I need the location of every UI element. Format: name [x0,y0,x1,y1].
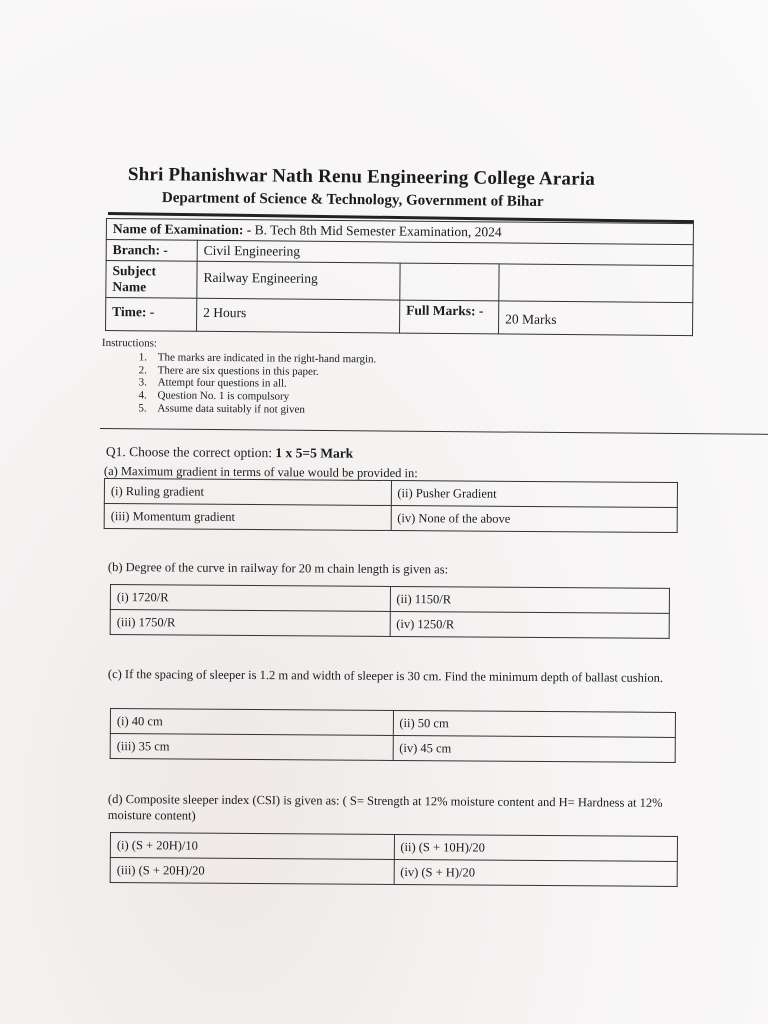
option: (iii) 35 cm [110,734,393,761]
department-name: Department of Science & Technology, Government of Bihar [161,190,544,210]
instructions [101,337,522,418]
exam-info-table [105,218,694,336]
option: (i) 40 cm [110,709,393,736]
question-b-options [110,584,670,639]
section-divider [100,428,768,435]
option: (ii) Pusher Gradient [391,481,678,508]
option: (iv) 1250/R [390,611,670,638]
subject-value: Railway Engineering [197,261,400,300]
option: (iii) Momentum gradient [104,504,391,531]
option: (ii) (S + 10H)/20 [394,834,678,861]
question-c-text: (c) If the spacing of sleeper is 1.2 m and width of sleeper is 30 cm. Find the minimum depth of ballast cushion. [107,667,664,685]
option: (ii) 1150/R [390,586,670,613]
question-d-text: (d) Composite sleeper index (CSI) is given as: ( S= Strength at 12% moisture content and H= Hardness at 12% moisture content) [107,792,663,823]
instructions-list [101,351,522,419]
branch-label: Branch: - [106,240,197,262]
question-d-options [110,832,678,887]
option: (i) (S + 20H)/10 [110,833,394,860]
college-name: Shri Phanishwar Nath Renu Engineering College Araria [127,164,596,190]
full-marks-label: Full Marks: - [400,300,499,334]
q1-prompt: Q1. Choose the correct option: [105,444,273,461]
instruction-item: 5. Assume data suitably if not given [149,402,521,418]
instruction-item: 4. Question No. 1 is compulsory [149,390,521,406]
question-c-options [110,708,676,763]
full-marks-value: 20 Marks [499,301,693,336]
time-label: Time: - [106,298,197,332]
option: (iii) (S + 20H)/20 [110,858,394,885]
instruction-item: 2. There are six questions in this paper. [150,364,522,380]
exam-value: B. Tech 8th Mid Semester Examination, 2024 [254,222,502,240]
instruction-item: 3. Attempt four questions in all. [150,377,522,393]
exam-label: Name of Examination: - [112,221,252,238]
instructions-heading: Instructions: [101,337,157,350]
question-b-text: (b) Degree of the curve in railway for 20 m chain length is given as: [107,560,449,577]
question-a-text: (a) Maximum gradient in terms of value would be provided in: [103,463,418,481]
branch-value: Civil Engineering [197,240,693,265]
option: (i) Ruling gradient [104,479,391,506]
option: (iii) 1750/R [110,610,390,637]
option: (iv) (S + H)/20 [394,859,678,886]
option: (iv) None of the above [391,506,678,533]
subject-row [106,261,693,303]
time-value: 2 Hours [197,298,400,333]
option: (iv) 45 cm [393,735,676,762]
q1-marks: 1 x 5=5 Mark [275,445,354,461]
question-a-options [104,478,678,533]
time-row [106,298,693,336]
option: (i) 1720/R [110,585,390,612]
q1-heading [106,444,506,463]
subject-label: Subject Name [106,261,197,299]
instruction-item: 1. The marks are indicated in the right-hand margin. [150,351,522,367]
option: (ii) 50 cm [393,710,676,737]
